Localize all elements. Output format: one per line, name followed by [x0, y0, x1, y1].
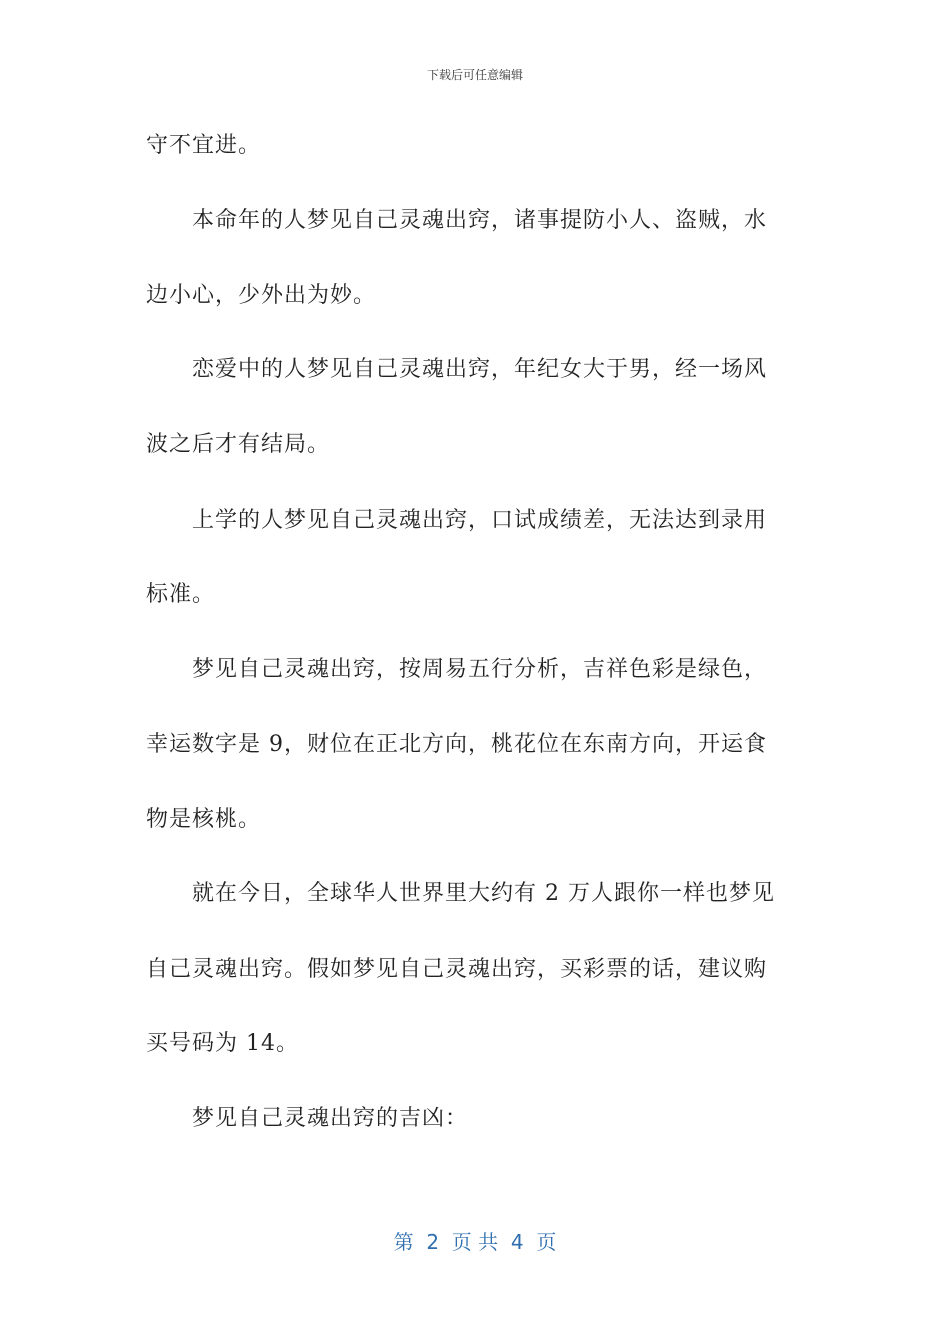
text-line: 恋爱中的人梦见自己灵魂出窍，年纪女大于男，经一场风	[146, 357, 768, 382]
text-line: 自己灵魂出窍。假如梦见自己灵魂出窍，买彩票的话，建议购	[146, 957, 768, 982]
text-line: 幸运数字是 9，财位在正北方向，桃花位在东南方向，开运食	[146, 732, 767, 757]
text-line: 上学的人梦见自己灵魂出窍，口试成绩差，无法达到录用	[146, 508, 768, 533]
text-line: 梦见自己灵魂出窍，按周易五行分析，吉祥色彩是绿色，	[146, 657, 768, 682]
text-line: 波之后才有结局。	[146, 432, 331, 457]
page-footer: 第 2 页 共 4 页	[393, 1230, 557, 1254]
text-line: 买号码为 14。	[146, 1031, 299, 1056]
text-line: 就在今日，全球华人世界里大约有 2 万人跟你一样也梦见	[146, 881, 775, 906]
text-line: 本命年的人梦见自己灵魂出窍，诸事提防小人、盗贼，水	[146, 208, 768, 233]
page-header: 下载后可任意编辑	[426, 68, 523, 82]
text-line: 梦见自己灵魂出窍的吉凶：	[146, 1106, 469, 1131]
text-line: 边小心，少外出为妙。	[146, 283, 377, 308]
text-line: 物是核桃。	[146, 807, 262, 832]
text-line: 守不宜进。	[146, 133, 262, 158]
text-line: 标准。	[146, 582, 216, 607]
